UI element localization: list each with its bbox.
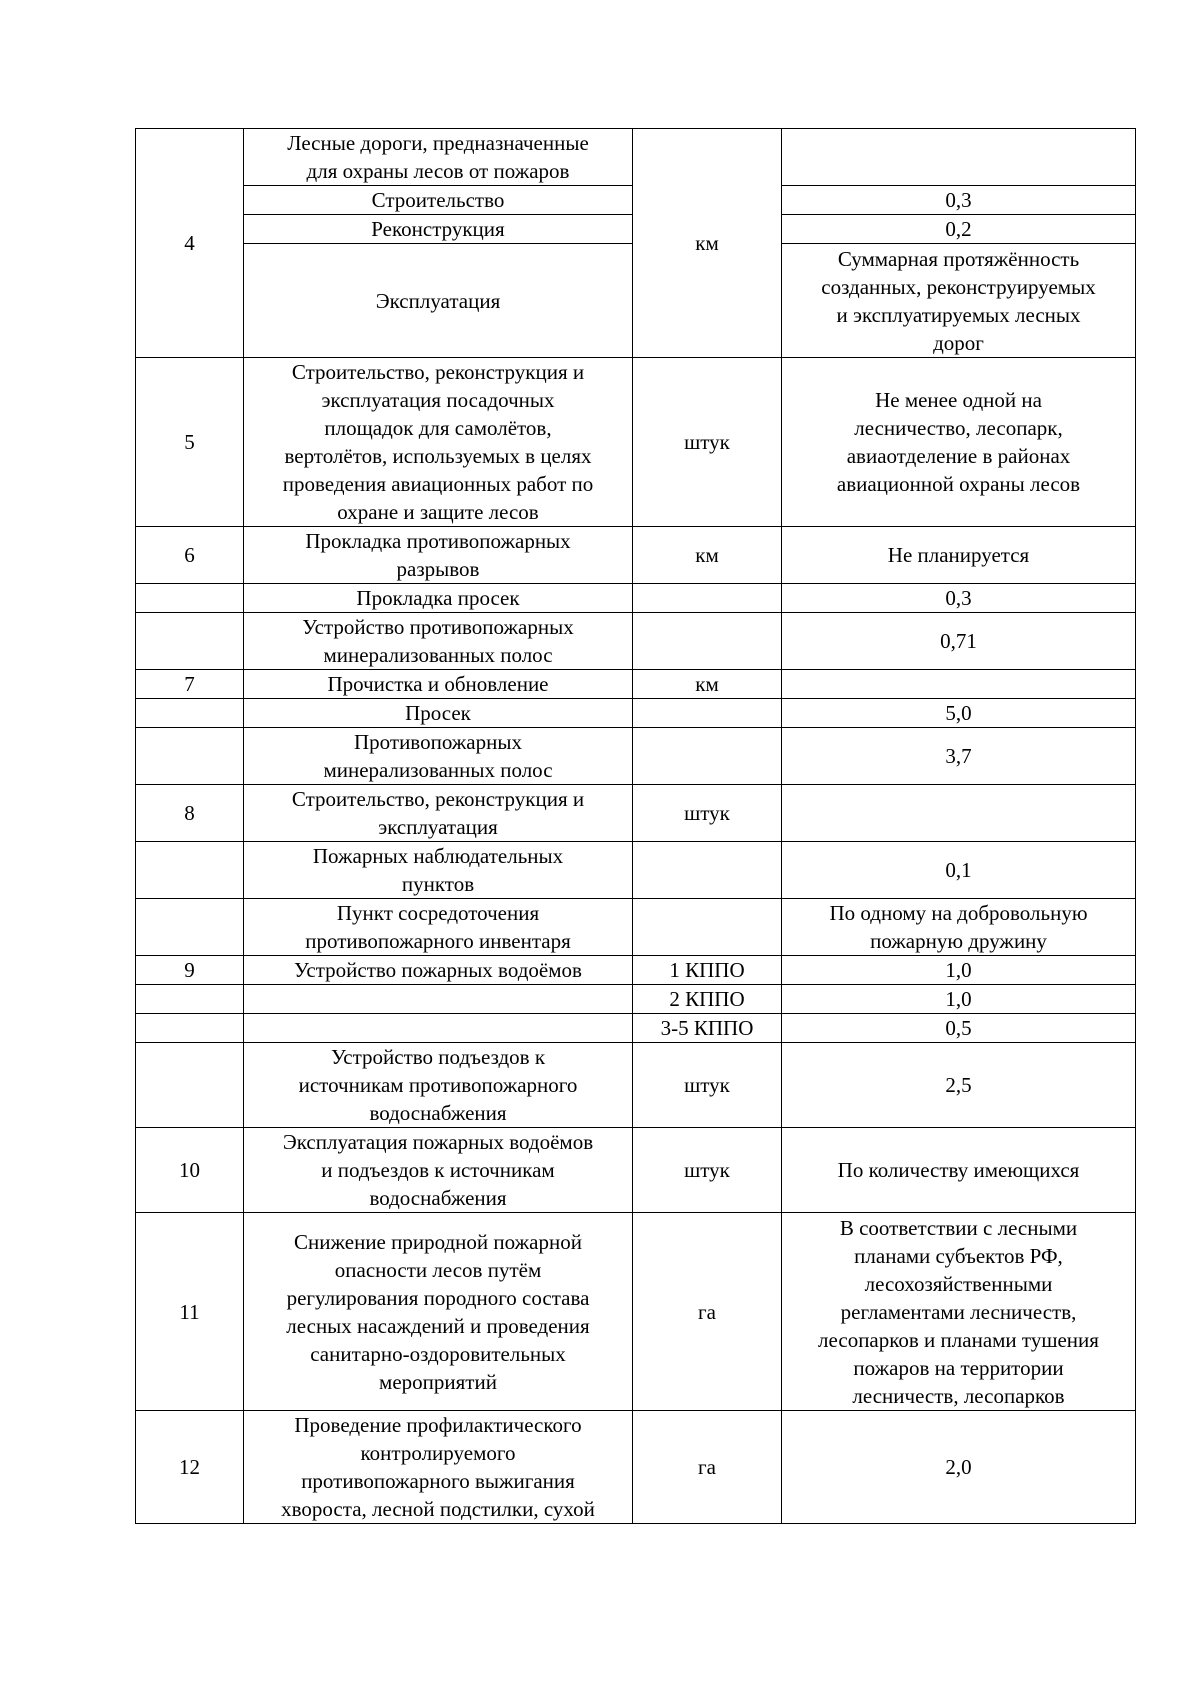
measure-name-cell: Строительство, реконструкция и эксплуатация: [244, 785, 633, 842]
row-number-cell: [136, 899, 244, 956]
measure-name-cell: Прочистка и обновление: [244, 670, 633, 699]
value-cell: Не менее одной на лесничество, лесопарк, авиаотделение в районах авиационной охраны лесов: [782, 358, 1136, 527]
table-row: [136, 1043, 1136, 1128]
value-cell: 0,2: [782, 215, 1136, 244]
value-cell: 2,5: [782, 1043, 1136, 1128]
unit-cell: 3-5 КППО: [633, 1014, 782, 1043]
row-number-cell: [136, 699, 244, 728]
unit-cell: [633, 842, 782, 899]
table-row: [136, 670, 1136, 699]
measure-name-cell: Эксплуатация: [244, 244, 633, 358]
measure-name-cell: Просек: [244, 699, 633, 728]
unit-cell: штук: [633, 1128, 782, 1213]
row-number-cell: [136, 613, 244, 670]
measure-name-cell: Строительство, реконструкция и эксплуатация посадочных площадок для самолётов, вертолётов, используемых в целях проведения авиационных работ по охране и защите лесов: [244, 358, 633, 527]
table-row: [136, 613, 1136, 670]
unit-cell: штук: [633, 785, 782, 842]
row-number-cell: 11: [136, 1213, 244, 1411]
row-number-cell: 8: [136, 785, 244, 842]
value-cell: Суммарная протяжённость созданных, реконструируемых и эксплуатируемых лесных дорог: [782, 244, 1136, 358]
row-number-cell: [136, 1043, 244, 1128]
value-cell: 5,0: [782, 699, 1136, 728]
value-cell: 0,3: [782, 584, 1136, 613]
row-number-cell: [136, 842, 244, 899]
row-number-cell: [136, 1014, 244, 1043]
unit-cell: км: [633, 527, 782, 584]
measure-name-cell: Прокладка просек: [244, 584, 633, 613]
table-row: [136, 1411, 1136, 1524]
value-cell: 0,3: [782, 186, 1136, 215]
row-number-cell: 5: [136, 358, 244, 527]
table-row: [136, 956, 1136, 985]
measure-name-cell: Пожарных наблюдательных пунктов: [244, 842, 633, 899]
measure-name-cell: Противопожарных минерализованных полос: [244, 728, 633, 785]
unit-cell: [633, 899, 782, 956]
row-number-cell: 9: [136, 956, 244, 985]
table-row: [136, 129, 1136, 186]
unit-cell: км: [633, 129, 782, 358]
unit-cell: 1 КППО: [633, 956, 782, 985]
measure-name-cell: Строительство: [244, 186, 633, 215]
measure-name-cell: Эксплуатация пожарных водоёмов и подъездов к источникам водоснабжения: [244, 1128, 633, 1213]
value-cell: 1,0: [782, 956, 1136, 985]
value-cell: По количеству имеющихся: [782, 1128, 1136, 1213]
measure-name-cell: [244, 985, 633, 1014]
row-number-cell: [136, 985, 244, 1014]
value-cell: В соответствии с лесными планами субъектов РФ, лесохозяйственными регламентами лесничеств, лесопарков и планами тушения пожаров на территории лесничеств, лесопарков: [782, 1213, 1136, 1411]
measure-name-cell: Реконструкция: [244, 215, 633, 244]
table-row: [136, 842, 1136, 899]
value-cell: [782, 670, 1136, 699]
unit-cell: штук: [633, 1043, 782, 1128]
measure-name-cell: Снижение природной пожарной опасности лесов путём регулирования породного состава лесных насаждений и проведения санитарно-оздоровительных мероприятий: [244, 1213, 633, 1411]
row-number-cell: 12: [136, 1411, 244, 1524]
value-cell: 0,71: [782, 613, 1136, 670]
table-row: [136, 899, 1136, 956]
value-cell: Не планируется: [782, 527, 1136, 584]
unit-cell: [633, 613, 782, 670]
measure-name-cell: [244, 1014, 633, 1043]
unit-cell: га: [633, 1213, 782, 1411]
measure-name-cell: Прокладка противопожарных разрывов: [244, 527, 633, 584]
row-number-cell: 4: [136, 129, 244, 358]
table-row: [136, 358, 1136, 527]
row-number-cell: [136, 728, 244, 785]
row-number-cell: 6: [136, 527, 244, 584]
measure-name-cell: Устройство подъездов к источникам противопожарного водоснабжения: [244, 1043, 633, 1128]
table-row: [136, 1213, 1136, 1411]
unit-cell: га: [633, 1411, 782, 1524]
unit-cell: штук: [633, 358, 782, 527]
unit-cell: [633, 728, 782, 785]
table-row: [136, 584, 1136, 613]
table-row: [136, 699, 1136, 728]
value-cell: [782, 785, 1136, 842]
measure-name-cell: Проведение профилактического контролируемого противопожарного выжигания хвороста, лесной подстилки, сухой: [244, 1411, 633, 1524]
table-row: [136, 985, 1136, 1014]
table-row: [136, 785, 1136, 842]
measure-name-cell: Лесные дороги, предназначенные для охраны лесов от пожаров: [244, 129, 633, 186]
fire-protection-measures-table: [135, 128, 1136, 1524]
value-cell: 0,5: [782, 1014, 1136, 1043]
value-cell: 0,1: [782, 842, 1136, 899]
value-cell: [782, 129, 1136, 186]
table-row: [136, 1014, 1136, 1043]
measure-name-cell: Устройство противопожарных минерализованных полос: [244, 613, 633, 670]
table-row: [136, 1128, 1136, 1213]
value-cell: 1,0: [782, 985, 1136, 1014]
measure-name-cell: Устройство пожарных водоёмов: [244, 956, 633, 985]
unit-cell: [633, 699, 782, 728]
value-cell: 3,7: [782, 728, 1136, 785]
value-cell: По одному на добровольную пожарную дружину: [782, 899, 1136, 956]
unit-cell: 2 КППО: [633, 985, 782, 1014]
row-number-cell: 10: [136, 1128, 244, 1213]
value-cell: 2,0: [782, 1411, 1136, 1524]
unit-cell: км: [633, 670, 782, 699]
table-row: [136, 527, 1136, 584]
measure-name-cell: Пункт сосредоточения противопожарного инвентаря: [244, 899, 633, 956]
unit-cell: [633, 584, 782, 613]
row-number-cell: [136, 584, 244, 613]
row-number-cell: 7: [136, 670, 244, 699]
table-row: [136, 728, 1136, 785]
